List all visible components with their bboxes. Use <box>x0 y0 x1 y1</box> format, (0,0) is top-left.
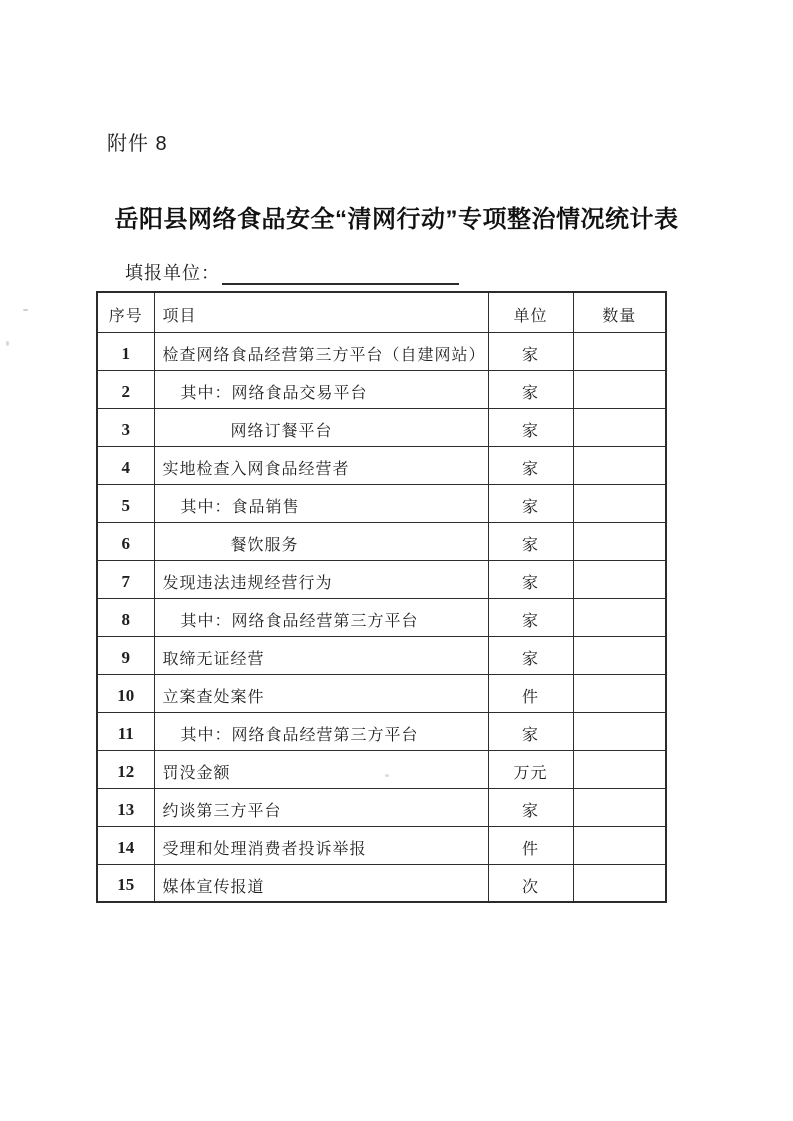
row-item-label: 其中：食品销售 <box>154 484 488 522</box>
row-serial-number: 10 <box>97 674 154 712</box>
row-item-label: 受理和处理消费者投诉举报 <box>154 826 488 864</box>
table-row <box>97 712 666 750</box>
row-serial-number: 11 <box>97 712 154 750</box>
statistics-table <box>96 291 667 903</box>
row-serial-number: 8 <box>97 598 154 636</box>
row-unit: 家 <box>488 636 573 674</box>
row-quantity-blank[interactable] <box>573 522 666 560</box>
row-serial-number: 12 <box>97 750 154 788</box>
row-unit: 万元 <box>488 750 573 788</box>
row-serial-number: 15 <box>97 864 154 902</box>
page-title: 岳阳县网络食品安全“清网行动”专项整治情况统计表 <box>114 206 679 233</box>
row-item-label: 罚没金额 <box>154 750 488 788</box>
attachment-label: 附件 8 <box>107 133 168 155</box>
row-quantity-blank[interactable] <box>573 408 666 446</box>
row-unit: 家 <box>488 522 573 560</box>
row-serial-number: 1 <box>97 332 154 370</box>
table-row <box>97 788 666 826</box>
row-item-label: 网络订餐平台 <box>154 408 488 446</box>
table-row <box>97 598 666 636</box>
row-serial-number: 2 <box>97 370 154 408</box>
table-row <box>97 864 666 902</box>
table-row <box>97 370 666 408</box>
row-serial-number: 13 <box>97 788 154 826</box>
row-quantity-blank[interactable] <box>573 484 666 522</box>
row-unit: 家 <box>488 598 573 636</box>
scan-speck <box>23 309 28 311</box>
scan-speck <box>6 341 9 346</box>
row-serial-number: 3 <box>97 408 154 446</box>
row-unit: 家 <box>488 788 573 826</box>
table-row <box>97 826 666 864</box>
row-serial-number: 5 <box>97 484 154 522</box>
row-item-label: 媒体宣传报道 <box>154 864 488 902</box>
row-item-label: 实地检查入网食品经营者 <box>154 446 488 484</box>
row-quantity-blank[interactable] <box>573 712 666 750</box>
row-serial-number: 4 <box>97 446 154 484</box>
row-unit: 次 <box>488 864 573 902</box>
row-quantity-blank[interactable] <box>573 598 666 636</box>
row-unit: 件 <box>488 826 573 864</box>
row-quantity-blank[interactable] <box>573 788 666 826</box>
row-unit: 件 <box>488 674 573 712</box>
row-item-label: 其中：网络食品交易平台 <box>154 370 488 408</box>
row-item-label: 约谈第三方平台 <box>154 788 488 826</box>
row-quantity-blank[interactable] <box>573 560 666 598</box>
row-item-label: 检查网络食品经营第三方平台（自建网站） <box>154 332 488 370</box>
table-header-row <box>97 292 666 332</box>
row-unit: 家 <box>488 408 573 446</box>
row-quantity-blank[interactable] <box>573 636 666 674</box>
row-unit: 家 <box>488 446 573 484</box>
row-quantity-blank[interactable] <box>573 446 666 484</box>
table-row <box>97 750 666 788</box>
header-serial-number: 序号 <box>97 292 154 332</box>
header-quantity: 数量 <box>573 292 666 332</box>
row-quantity-blank[interactable] <box>573 750 666 788</box>
row-unit: 家 <box>488 332 573 370</box>
row-item-label: 餐饮服务 <box>154 522 488 560</box>
row-item-label: 取缔无证经营 <box>154 636 488 674</box>
row-quantity-blank[interactable] <box>573 674 666 712</box>
row-unit: 家 <box>488 560 573 598</box>
row-item-label: 立案查处案件 <box>154 674 488 712</box>
table-row <box>97 560 666 598</box>
header-item: 项目 <box>154 292 488 332</box>
row-item-label: 其中：网络食品经营第三方平台 <box>154 598 488 636</box>
table-row <box>97 636 666 674</box>
row-quantity-blank[interactable] <box>573 826 666 864</box>
header-unit: 单位 <box>488 292 573 332</box>
row-serial-number: 9 <box>97 636 154 674</box>
table-row <box>97 408 666 446</box>
table-row <box>97 446 666 484</box>
row-unit: 家 <box>488 712 573 750</box>
table-row <box>97 484 666 522</box>
table-row <box>97 332 666 370</box>
row-serial-number: 7 <box>97 560 154 598</box>
report-unit-row <box>125 259 459 285</box>
row-unit: 家 <box>488 484 573 522</box>
row-serial-number: 14 <box>97 826 154 864</box>
row-quantity-blank[interactable] <box>573 332 666 370</box>
report-unit-label: 填报单位： <box>125 263 220 283</box>
row-item-label: 发现违法违规经营行为 <box>154 560 488 598</box>
row-quantity-blank[interactable] <box>573 864 666 902</box>
table-row <box>97 522 666 560</box>
report-unit-blank-field[interactable] <box>222 261 459 285</box>
table-row <box>97 674 666 712</box>
row-quantity-blank[interactable] <box>573 370 666 408</box>
row-serial-number: 6 <box>97 522 154 560</box>
row-item-label: 其中：网络食品经营第三方平台 <box>154 712 488 750</box>
row-unit: 家 <box>488 370 573 408</box>
